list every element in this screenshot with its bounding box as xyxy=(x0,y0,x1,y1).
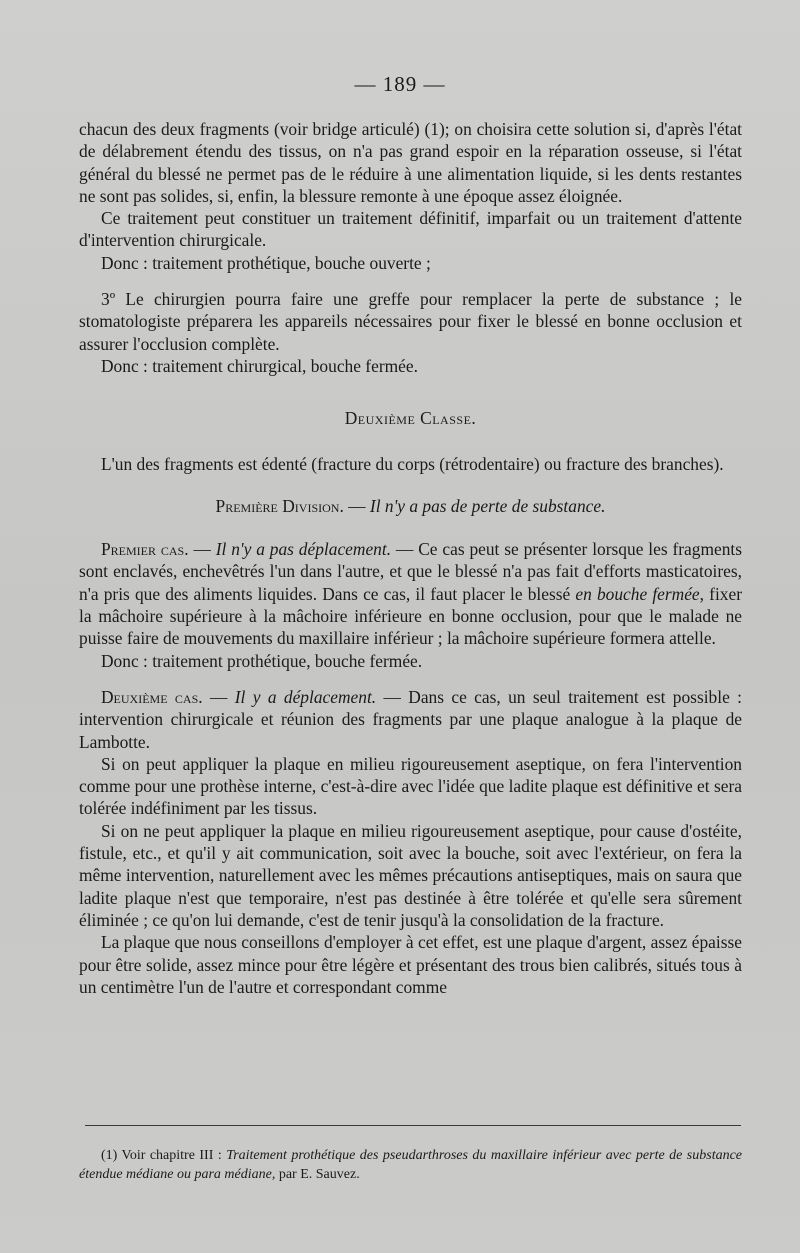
case-1-label: Premier cas. xyxy=(101,539,189,560)
case-2-paragraph: Deuxième cas. — Il y a déplacement. — Dans ce cas, un seul traitement est possible : intervention chirurgicale et réunion des fragments par une plaque analogue à la plaque de Lambotte. xyxy=(79,686,742,752)
case-2-label: Deuxième cas. xyxy=(101,686,203,707)
page-body xyxy=(79,118,742,998)
case-1-title: Il n'y a pas déplacement. xyxy=(215,539,392,560)
case-2-text: Dans ce cas, un seul traitement est possible : intervention chirurgicale et réunion des fragments par une plaque analogue à la plaque de Lambotte. xyxy=(79,686,742,752)
case-1-text-b: , fixer la mâchoire supérieure à la mâchoire inférieure en bonne occlusion, pour que le malade ne puisse faire de mouvements du maxillaire inférieur ; la mâchoire supérieure formera attelle. xyxy=(79,583,742,649)
division-heading xyxy=(79,495,742,517)
paragraph-6: L'un des fragments est édenté (fracture du corps (rétrodentaire) ou fracture des branches). xyxy=(101,453,724,474)
division-dash: — xyxy=(343,495,370,516)
case-1-text-a: Ce cas peut se présenter lorsque les fragments sont enclavés, enchevêtrés l'un dans l'autre, et que le blessé n'a pas fait d'efforts masticatoires, n'a pris que des aliments liquides. Dans ce cas, il faut placer le blessé xyxy=(79,539,743,604)
footnote xyxy=(79,1146,742,1184)
case-2-title: Il y a déplacement. xyxy=(234,686,377,707)
paragraph-2: Ce traitement peut constituer un traitement définitif, imparfait ou un traitement d'attente d'intervention chirurgicale. xyxy=(79,208,742,251)
footnote-divider xyxy=(85,1125,741,1126)
footnote-text xyxy=(79,1146,742,1184)
page-number: — 189 — xyxy=(354,72,446,96)
case-2-paragraph-c: La plaque que nous conseillons d'employer à cet effet, est une plaque d'argent, assez épaisse pour être solide, assez mince pour être légère et présentant des trous bien calibrés, situés tous à un centimètre l'un de l'autre et correspondant comme xyxy=(79,932,742,997)
case-1-conclusion: Donc : traitement prothétique, bouche fermée. xyxy=(101,650,423,671)
paragraph-5: Donc : traitement chirurgical, bouche fermée. xyxy=(101,355,418,376)
case-2-paragraph-b: Si on ne peut appliquer la plaque en milieu rigoureusement aseptique, pour cause d'ostéite, fistule, etc., et qu'il y ait communication, soit avec la bouche, soit avec l'extérieur, on fera la même intervention, naturellement avec les mêmes précautions antiseptiques, mais on saura que ladite plaque n'est que temporaire, n'est pas destinée à être tolérée et qu'elle sera sûrement éliminée ; ce qu'on lui demande, c'est de tenir jusqu'à la consolidation de la fracture. xyxy=(79,820,742,930)
paragraph-4: 3º Le chirurgien pourra faire une greffe pour remplacer la perte de substance ; le stomatologiste préparera les appareils nécessaires pour fixer le blessé en bonne occlusion et assurer l'occlusion complète. xyxy=(79,289,742,354)
section-heading: Deuxième Classe. xyxy=(344,408,477,429)
footnote-author: par E. Sauvez. xyxy=(275,1167,360,1182)
paragraph-1: chacun des deux fragments (voir bridge articulé) (1); on choisira cette solution si, d'après l'état de délabrement étendu des tissus, on n'a pas grand espoir en la réparation osseuse, si l'état général du blessé ne permet pas de le réduire à une alimentation liquide, si les dents restantes ne sont pas solides, si, enfin, la blessure remonte à une époque assez éloignée. xyxy=(79,119,742,206)
division-label: Première Division. xyxy=(215,495,344,516)
footnote-lead: (1) Voir chapitre III : xyxy=(101,1148,227,1163)
case-1-paragraph: Premier cas. — Il n'y a pas déplacement. — Ce cas peut se présenter lorsque les fragments sont enclavés, enchevêtrés l'un dans l'autre, et que le blessé n'a pas fait d'efforts masticatoires, n'a pris que des aliments liquides. Dans ce cas, il faut placer le blessé en bouche fermée, fixer la mâchoire supérieure à la mâchoire inférieure en bonne occlusion, pour que le malade ne puisse faire de mouvements du maxillaire inférieur ; la mâchoire supérieure formera attelle. xyxy=(79,539,743,649)
paragraph-3: Donc : traitement prothétique, bouche ouverte ; xyxy=(101,252,431,273)
division-text: Il n'y a pas de perte de substance. xyxy=(369,495,606,516)
case-2-paragraph-a: Si on peut appliquer la plaque en milieu rigoureusement aseptique, on fera l'intervention comme pour une prothèse interne, c'est-à-dire avec l'idée que ladite plaque est définitive et sera tolérée indéfiniment par les tissus. xyxy=(79,753,742,819)
case-1-emphasis: en bouche fermée xyxy=(575,583,700,604)
footnote-title: Traitement prothétique des pseudarthroses du maxillaire inférieur avec perte de substance étendue médiane ou para médiane, xyxy=(79,1148,743,1182)
